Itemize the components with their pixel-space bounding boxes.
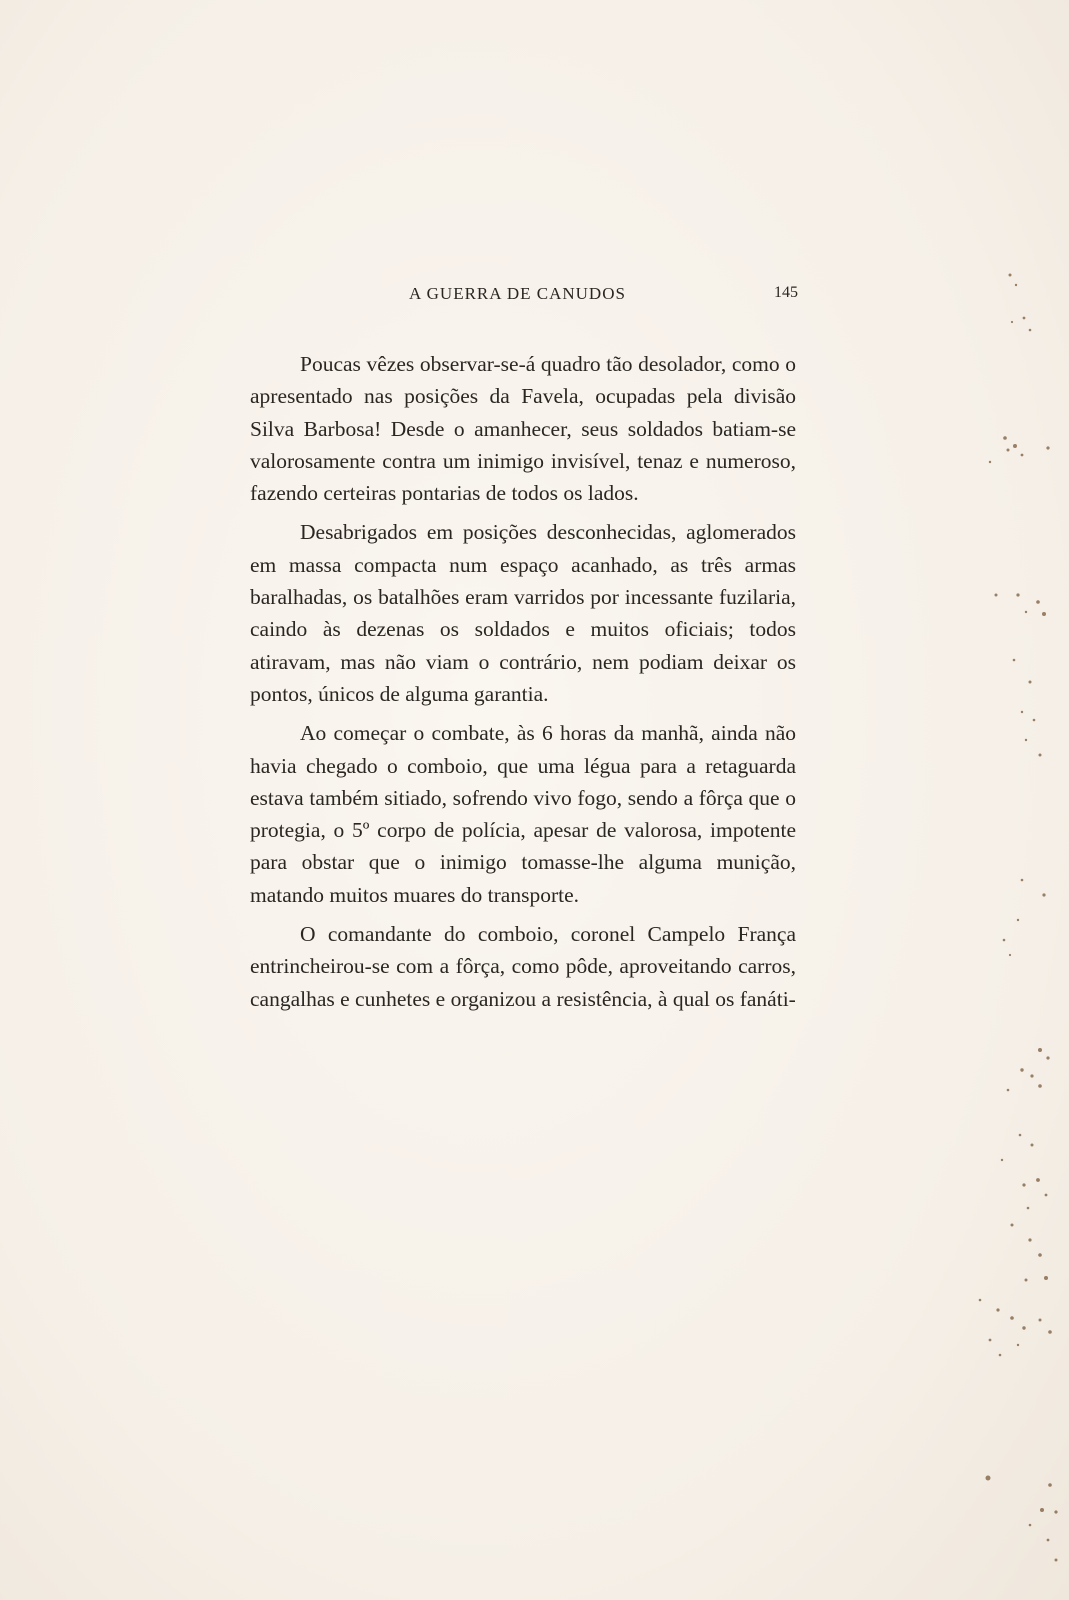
paragraph: Desabrigados em posições desconhecidas, aglomerados em massa compacta num espaço acanhado, as três armas baralhadas, os batalhões eram varridos por incessante fuzilaria, caindo às dezenas os soldados e muitos oficiais; todos atiravam, mas não viam o contrário, nem podiam deixar os pontos, únicos de alguma garantia. [250,520,796,706]
paragraph: Ao começar o combate, às 6 horas da manhã, ainda não havia chegado o comboio, que uma légua para a retaguarda estava também sitiado, sofrendo vivo fogo, sendo a fôrça que o protegia, o 5º corpo de polícia, apesar de valorosa, impotente para obstar que o inimigo tomasse-lhe alguma munição, matando muitos muares do transporte. [250,721,796,907]
running-head [250,284,798,308]
foxing-speckles [960,250,1060,1600]
paragraph: Poucas vêzes observar-se-á quadro tão desolador, como o apresentado nas posições da Favela, ocupadas pela divisão Silva Barbosa! Desde o amanhecer, seus soldados batiam-se valorosamente contra um inimigo invisível, tenaz e numeroso, fazendo certeiras pontarias de todos os lados. [250,352,796,506]
page-number: 145 [774,284,798,301]
running-title: A GUERRA DE CANUDOS [409,284,626,303]
body-text [250,348,796,1022]
paragraph: O comandante do comboio, coronel Campelo França entrincheirou-se com a fôrça, como pôde, aproveitando carros, cangalhas e cunhetes e organizou a resistência, à qual os fanáti- [250,922,796,1011]
